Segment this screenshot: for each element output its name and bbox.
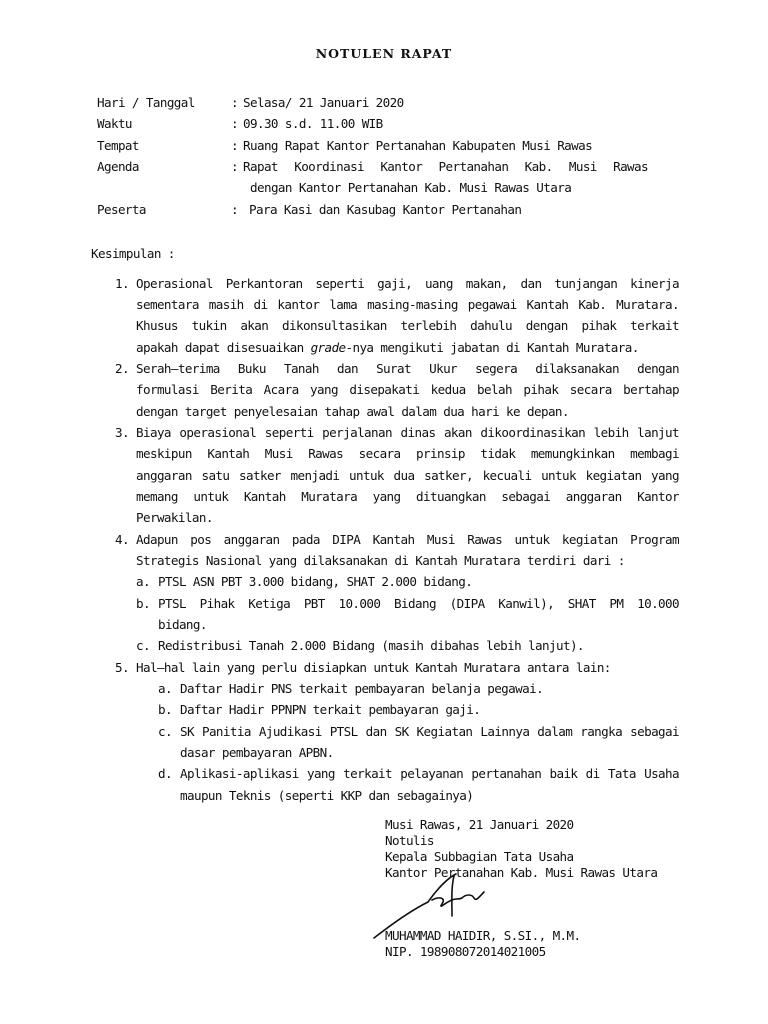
item-line: Serah–terima Buku Tanah dan Surat Ukur segera dilaksanakan dengan bbox=[136, 361, 679, 376]
meta-label: Waktu bbox=[97, 116, 132, 131]
meta-value: Ruang Rapat Kantor Pertanahan Kabupaten Musi Rawas bbox=[243, 138, 593, 153]
meta-value: Rapat Koordinasi Kantor Pertanahan Kab. Musi Rawas bbox=[243, 159, 648, 174]
signature-place-date: Musi Rawas, 21 Januari 2020 bbox=[385, 817, 574, 832]
item-line: sementara masih di kantor lama masing-masing pegawai Kantah Kab. Muratara. bbox=[136, 297, 679, 312]
signature-position: Kepala Subbagian Tata Usaha bbox=[385, 849, 574, 864]
meta-label: Agenda bbox=[97, 159, 139, 174]
meta-colon: : bbox=[231, 202, 238, 217]
sub-item-letter: b. bbox=[158, 702, 172, 717]
meta-value: Para Kasi dan Kasubag Kantor Pertanahan bbox=[249, 202, 522, 217]
item-line: anggaran satu satker menjadi untuk dua satker, kecuali untuk kegiatan yang bbox=[136, 468, 679, 483]
item-line: Adapun pos anggaran pada DIPA Kantah Musi Rawas untuk kegiatan Program bbox=[136, 532, 679, 547]
signatory-name: MUHAMMAD HAIDIR, S.SI., M.M. bbox=[385, 928, 581, 943]
sub-item-letter: c. bbox=[158, 724, 172, 739]
meta-value: 09.30 s.d. 11.00 WIB bbox=[243, 116, 383, 131]
item-line: Strategis Nasional yang dilaksanakan di Kantah Muratara terdiri dari : bbox=[136, 553, 625, 568]
sub-item-line: PTSL ASN PBT 3.000 bidang, SHAT 2.000 bidang. bbox=[158, 574, 473, 589]
sub-item-letter: b. bbox=[136, 596, 150, 611]
signature-office: Kantor Pertanahan Kab. Musi Rawas Utara bbox=[385, 865, 658, 880]
sub-item-line: Daftar Hadir PNS terkait pembayaran belanja pegawai. bbox=[180, 681, 544, 696]
meta-label: Hari / Tanggal bbox=[97, 95, 195, 110]
sub-item-line: SK Panitia Ajudikasi PTSL dan SK Kegiatan Lainnya dalam rangka sebagai bbox=[180, 724, 679, 739]
item-number: 5. bbox=[115, 660, 129, 675]
item-line: Hal–hal lain yang perlu disiapkan untuk Kantah Muratara antara lain: bbox=[136, 660, 611, 675]
item-line: Biaya operasional seperti perjalanan dinas akan dikoordinasikan lebih lanjut bbox=[136, 425, 679, 440]
meta-label: Peserta bbox=[97, 202, 146, 217]
item-line: Khusus tukin akan dikonsultasikan terlebih dahulu dengan pihak terkait bbox=[136, 318, 679, 333]
meta-colon: : bbox=[231, 138, 238, 153]
item-number: 1. bbox=[115, 276, 129, 291]
meta-colon: : bbox=[231, 116, 238, 131]
sub-item-letter: a. bbox=[136, 574, 150, 589]
meta-value: Selasa/ 21 Januari 2020 bbox=[243, 95, 404, 110]
sub-item-line: bidang. bbox=[158, 617, 207, 632]
emphasis-grade: grade bbox=[310, 340, 346, 355]
item-line: Operasional Perkantoran seperti gaji, uang makan, dan tunjangan kinerja bbox=[136, 276, 679, 291]
sub-item-line: dasar pembayaran APBN. bbox=[180, 745, 334, 760]
item-number: 2. bbox=[115, 361, 129, 376]
sub-item-line: Redistribusi Tanah 2.000 Bidang (masih dibahas lebih lanjut). bbox=[158, 638, 584, 653]
item-line: memang untuk Kantah Muratara yang dituangkan sebagai anggaran Kantor bbox=[136, 489, 679, 504]
sub-item-letter: c. bbox=[136, 638, 150, 653]
meta-colon: : bbox=[231, 159, 238, 174]
page-title: NOTULEN RAPAT bbox=[315, 46, 453, 61]
conclusion-heading: Kesimpulan : bbox=[91, 246, 175, 261]
sub-item-line: Aplikasi-aplikasi yang terkait pelayanan pertanahan baik di Tata Usaha bbox=[180, 766, 679, 781]
item-line: meskipun Kantah Musi Rawas secara prinsip tidak memungkinkan membagi bbox=[136, 446, 679, 461]
sub-item-letter: d. bbox=[158, 766, 172, 781]
item-line: Perwakilan. bbox=[136, 510, 213, 525]
signature-role: Notulis bbox=[385, 833, 434, 848]
item-line: apakah dapat disesuaikan grade-nya mengikuti jabatan di Kantah Muratara. bbox=[136, 340, 639, 355]
item-number: 4. bbox=[115, 532, 129, 547]
meta-value: dengan Kantor Pertanahan Kab. Musi Rawas Utara bbox=[250, 180, 572, 195]
sub-item-letter: a. bbox=[158, 681, 172, 696]
item-line: formulasi Berita Acara yang disepakati kedua belah pihak secara bertahap bbox=[136, 382, 679, 397]
sub-item-line: maupun Teknis (seperti KKP dan sebagainya) bbox=[180, 788, 474, 803]
sub-item-line: Daftar Hadir PPNPN terkait pembayaran gaji. bbox=[180, 702, 481, 717]
meta-label: Tempat bbox=[97, 138, 139, 153]
meta-colon: : bbox=[231, 95, 238, 110]
item-line: dengan target penyelesaian tahap awal dalam dua hari ke depan. bbox=[136, 404, 569, 419]
sub-item-line: PTSL Pihak Ketiga PBT 10.000 Bidang (DIPA Kanwil), SHAT PM 10.000 bbox=[158, 596, 679, 611]
item-number: 3. bbox=[115, 425, 129, 440]
signatory-nip: NIP. 198908072014021005 bbox=[385, 944, 546, 959]
